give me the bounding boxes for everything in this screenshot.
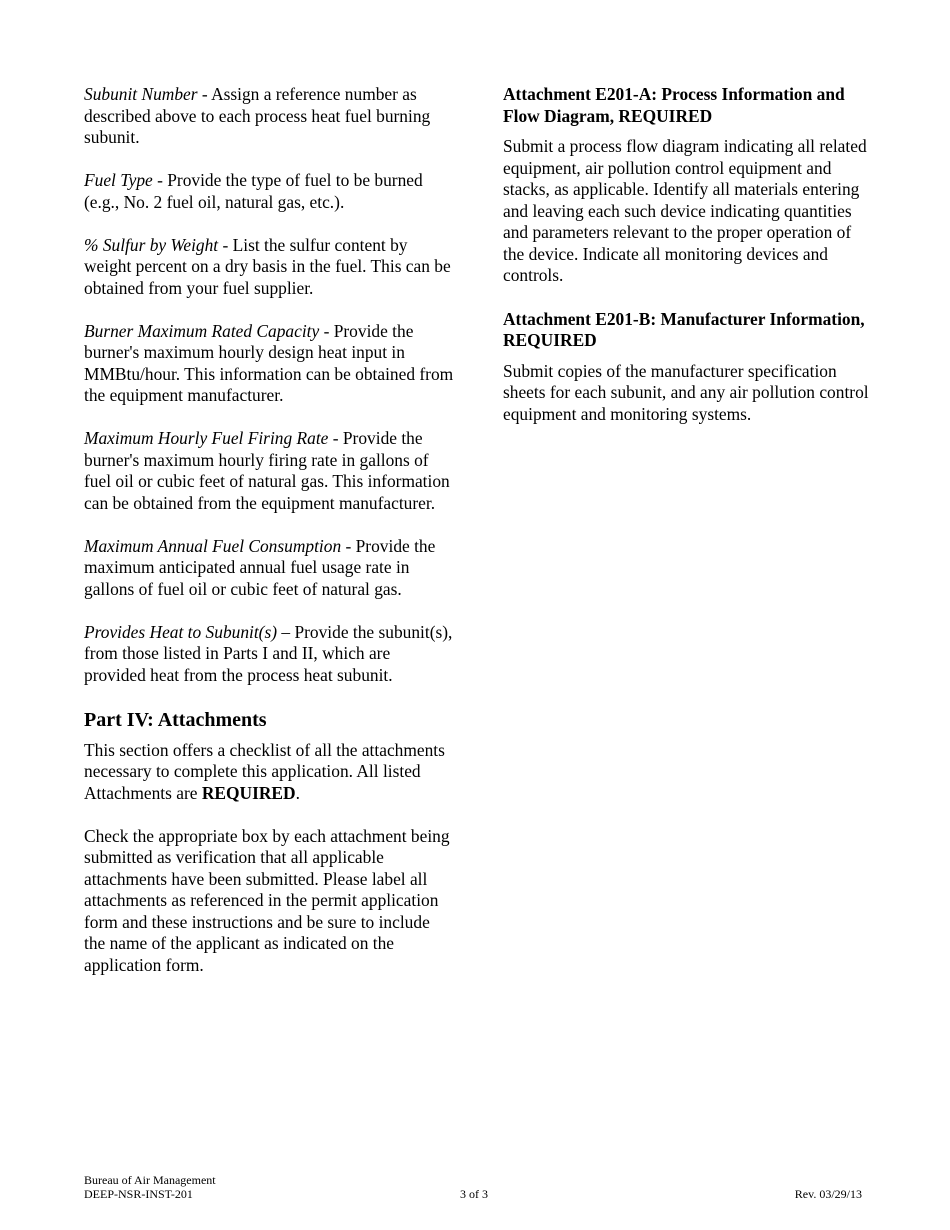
- left-column: [84, 84, 454, 998]
- definition-separator: -: [218, 234, 233, 255]
- footer-page-number: 3 of 3: [460, 1187, 488, 1201]
- definition-text: List the sulfur content by weight percent on a dry basis in the fuel. This can be obtained from your fuel supplier.: [84, 234, 451, 298]
- footer-revision: Rev. 03/29/13: [794, 1187, 862, 1201]
- attachment-e201-a: [503, 84, 873, 287]
- part-iv-intro-text: This section offers a checklist of all the attachments necessary to complete this application. All listed Attachments are: [84, 739, 445, 803]
- attachment-e201-a-heading: Attachment E201-A: Process Information and Flow Diagram, REQUIRED: [503, 84, 845, 126]
- definition-text: Provide the burner's maximum hourly firing rate in gallons of fuel oil or cubic feet of natural gas. This information can be obtained from the equipment manufacturer.: [84, 428, 450, 513]
- definition-separator: –: [277, 621, 295, 642]
- definition-separator: -: [328, 428, 343, 448]
- right-column: [503, 84, 873, 447]
- footer-left: [84, 1173, 216, 1201]
- required-emphasis: REQUIRED: [201, 782, 296, 803]
- part-iv-intro-end: .: [295, 782, 300, 803]
- footer-org: Bureau of Air Management: [84, 1173, 216, 1187]
- definition-text: Provide the burner's maximum hourly design heat input in MMBtu/hour. This information can be obtained from the equipment manufacturer.: [84, 320, 454, 405]
- definition-fuel-type: [84, 170, 454, 213]
- definition-sulfur-by-weight: [84, 235, 454, 300]
- definition-subunit-number: [84, 84, 454, 149]
- attachment-e201-b-heading: Attachment E201-B: Manufacturer Information, REQUIRED: [503, 308, 865, 350]
- definition-separator: -: [341, 535, 356, 556]
- definition-provides-heat: [84, 622, 454, 687]
- definition-text: Assign a reference number as described above to each process heat fuel burning subunit.: [84, 84, 431, 147]
- attachment-e201-b-text: Submit copies of the manufacturer specification sheets for each subunit, and any air pollution control equipment and monitoring systems.: [503, 360, 869, 424]
- definition-term: Burner Maximum Rated Capacity: [84, 320, 320, 341]
- definition-term: Maximum Annual Fuel Consumption: [84, 535, 342, 556]
- part-iv-heading: Part IV: Attachments: [84, 708, 267, 731]
- definition-text: Provide the subunit(s), from those listed in Parts I and II, which are provided heat from the process heat subunit.: [84, 621, 453, 685]
- definition-hourly-firing-rate: [84, 428, 454, 514]
- definition-separator: -: [319, 320, 334, 341]
- definition-term: Fuel Type: [84, 170, 153, 190]
- definition-term: Maximum Hourly Fuel Firing Rate: [84, 428, 329, 448]
- part-iv-intro: [84, 740, 454, 805]
- definition-term: Provides Heat to Subunit(s): [84, 621, 278, 642]
- definition-text: Provide the maximum anticipated annual fuel usage rate in gallons of fuel oil or cubic feet of natural gas.: [84, 535, 436, 599]
- definition-separator: -: [152, 170, 168, 190]
- definition-text: Provide the type of fuel to be burned (e.g., No. 2 fuel oil, natural gas, etc.).: [84, 170, 423, 212]
- definition-term: % Sulfur by Weight: [84, 234, 219, 255]
- definition-burner-capacity: [84, 321, 454, 407]
- attachment-e201-b: [503, 309, 873, 426]
- footer-doc-id: DEEP-NSR-INST-201: [84, 1187, 193, 1201]
- attachment-e201-a-text: Submit a process flow diagram indicating all related equipment, air pollution control equipment and stacks, as applicable. Identify all materials entering and leaving each such device indicating quantities and parameters relevant to the proper operation of the device. Indicate all monitoring devices and controls.: [503, 136, 867, 285]
- definition-term: Subunit Number: [84, 84, 198, 104]
- part-iv-check-instructions: Check the appropriate box by each attachment being submitted as verification that all applicable attachments have been submitted. Please label all attachments as referenced in the permit application form and these instructions and be sure to include the name of the applicant as indicated on the application form.: [84, 825, 450, 975]
- definition-separator: -: [197, 84, 212, 104]
- definition-annual-consumption: [84, 536, 454, 601]
- page-footer: [84, 1173, 862, 1203]
